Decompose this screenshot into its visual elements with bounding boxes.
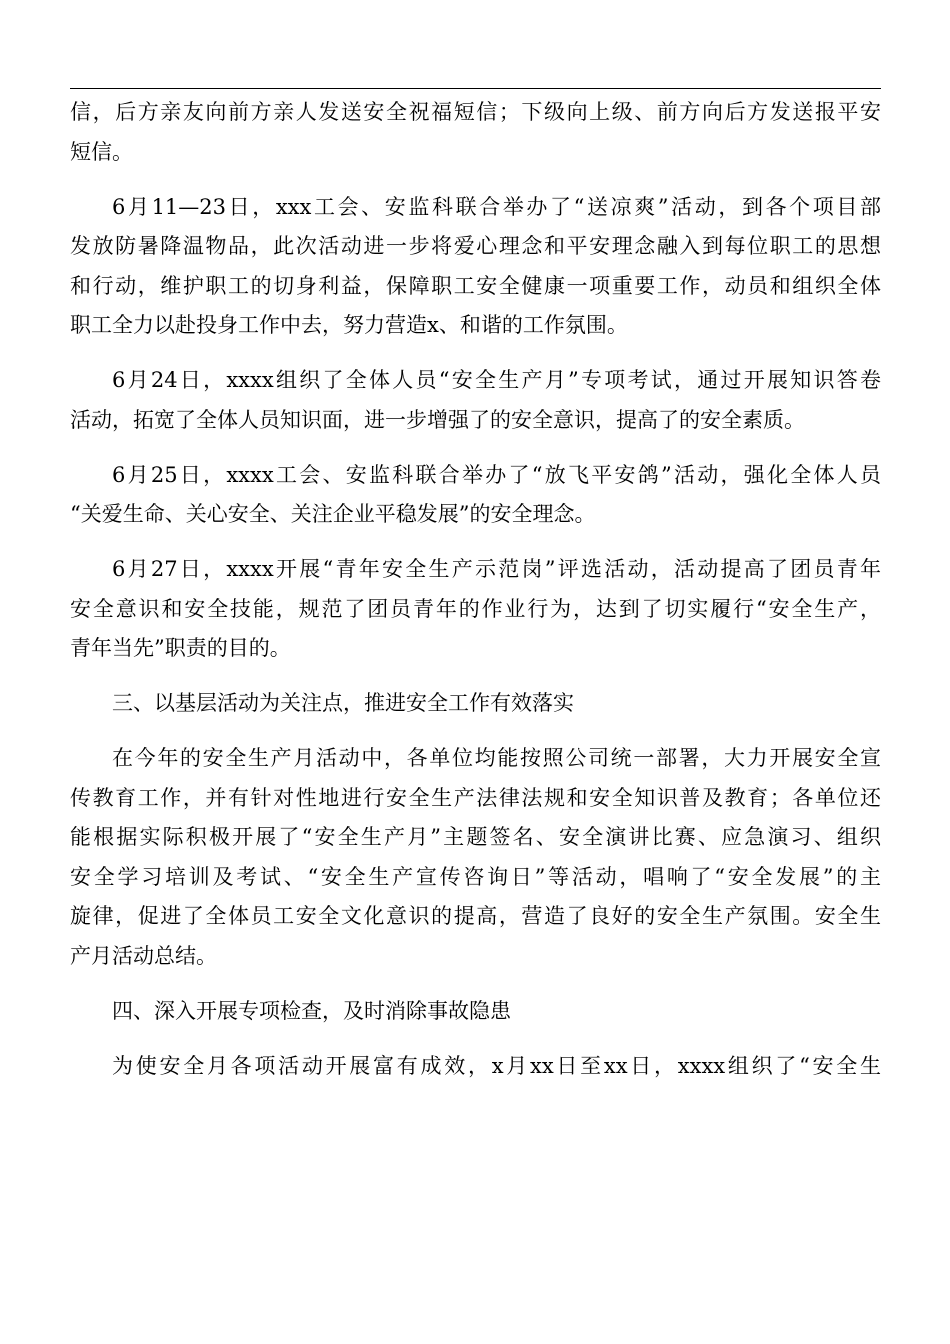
- section-heading-4: [70, 992, 881, 1032]
- paragraph-continuation: [70, 93, 881, 172]
- text-line: 青年当先”职责的目的。: [70, 636, 291, 660]
- text-line: 安全学习培训及考试、“安全生产宣传咨询日”等活动，唱响了“安全发展”的主: [70, 864, 881, 889]
- text-line: 能根据实际积极开展了“安全生产月”主题签名、安全演讲比赛、应急演习、组织: [70, 825, 881, 849]
- text-line: 在今年的安全生产月活动中，各单位均能按照公司统一部署，大力开展安全宣: [112, 746, 881, 770]
- text-line: 和行动，维护职工的切身利益，保障职工安全健康一项重要工作，动员和组织全体: [70, 273, 881, 298]
- text-line: 6月24日，xxxx组织了全体人员“安全生产月”专项考试，通过开展知识答卷: [112, 368, 881, 392]
- paragraph-songliangshuang: [70, 188, 881, 346]
- text-line: 活动，拓宽了全体人员知识面，进一步增强了的安全意识，提高了的安全素质。: [70, 407, 805, 432]
- text-line: 职工全力以赴投身工作中去，努力营造x、和谐的工作氛围。: [70, 313, 628, 337]
- text-line: 发放防暑降温物品，此次活动进一步将爱心理念和平安理念融入到每位职工的思想: [70, 234, 881, 258]
- text-line: 6月25日，xxxx工会、安监科联合举办了“放飞平安鸽”活动，强化全体人员: [112, 462, 881, 487]
- text-line: 6月27日，xxxx开展“青年安全生产示范岗”评选活动，活动提高了团员青年: [112, 557, 881, 581]
- paragraph-exam: [70, 361, 881, 440]
- heading-line: 三、以基层活动为关注点，推进安全工作有效落实: [112, 691, 574, 715]
- text-line: 安全意识和安全技能，规范了团员青年的作业行为，达到了切实履行“安全生产，: [70, 596, 881, 621]
- paragraph-pigeon: [70, 456, 881, 535]
- text-line: 传教育工作，并有针对性地进行安全生产法律法规和安全知识普及教育；各单位还: [70, 785, 881, 810]
- text-line: 短信。: [70, 139, 133, 164]
- paragraph-inspection: [70, 1047, 881, 1087]
- text-line: 旋律，促进了全体员工安全文化意识的提高，营造了良好的安全生产氛围。安全生: [70, 904, 881, 928]
- text-line: 产月活动总结。: [70, 943, 217, 968]
- text-line: “关爱生命、关心安全、关注企业平稳发展”的安全理念。: [70, 502, 596, 526]
- text-line: 为使安全月各项活动开展富有成效，x月xx日至xx日，xxxx组织了“安全生: [112, 1053, 881, 1078]
- paragraph-grassroots: [70, 739, 881, 976]
- text-line: 信，后方亲友向前方亲人发送安全祝福短信；下级向上级、前方向后方发送报平安: [70, 100, 881, 124]
- paragraph-youth-post: [70, 550, 881, 669]
- header-rule: [70, 88, 881, 89]
- text-line: 6月11—23日，xxx工会、安监科联合举办了“送凉爽”活动，到各个项目部: [112, 194, 881, 219]
- document-body: [70, 93, 881, 1086]
- heading-line: 四、深入开展专项检查，及时消除事故隐患: [112, 998, 511, 1023]
- section-heading-3: [70, 684, 881, 724]
